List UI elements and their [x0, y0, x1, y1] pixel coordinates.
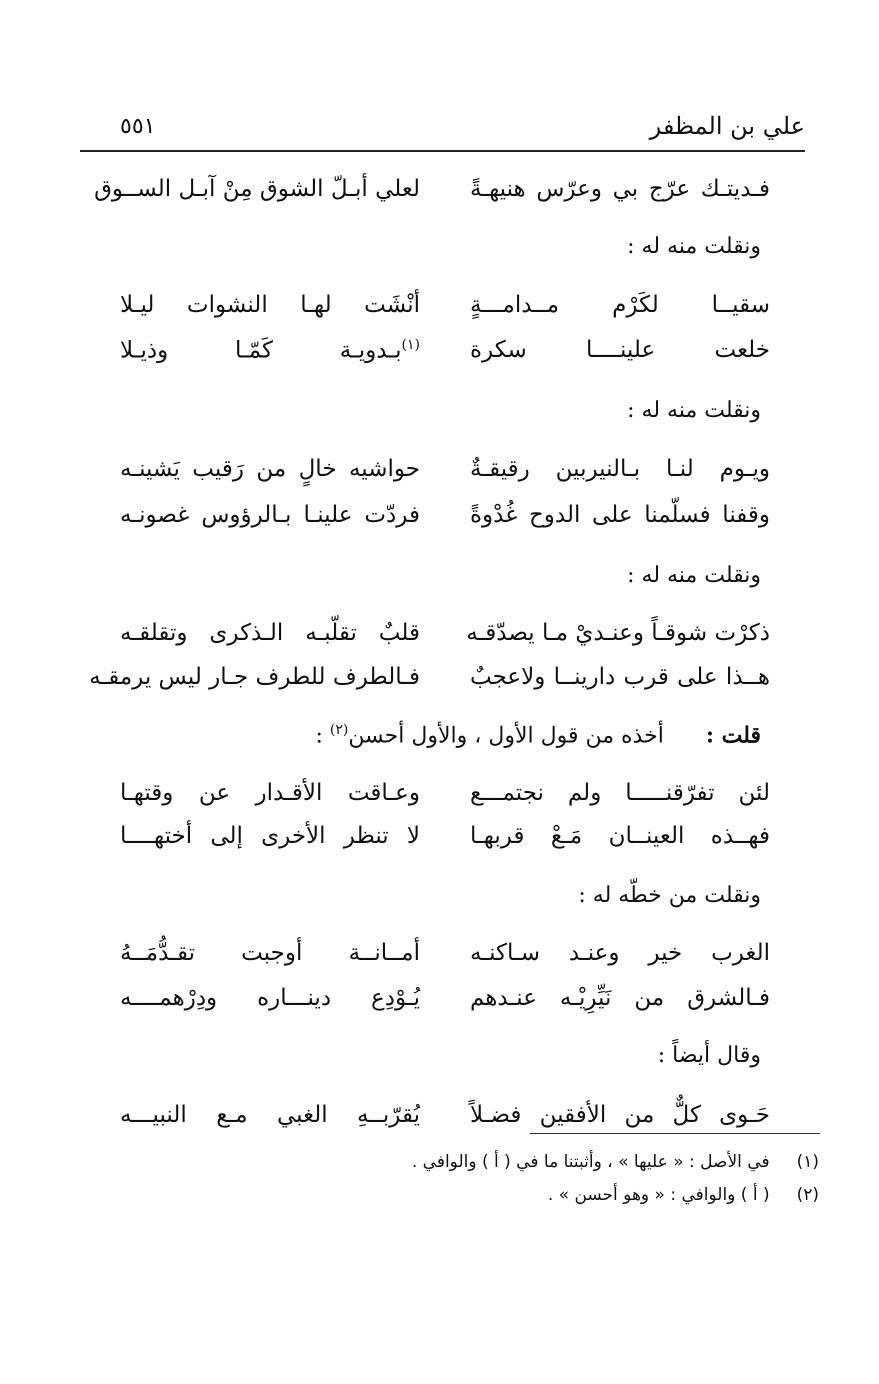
prose-line: ونقلت منه له :: [627, 234, 761, 259]
verse-line: [100, 337, 780, 377]
footnote-marker: (١): [401, 337, 420, 353]
verse-line: [100, 502, 780, 542]
verse-hemistich-first: فهــذه العينــان مَـعْ قربهـا: [470, 823, 770, 849]
qult-tail: :: [315, 723, 330, 749]
verse-hemistich-first: هــذا على قرب دارينــا ولاعجبٌ: [470, 664, 770, 690]
verse-hemistich-second: [120, 337, 420, 364]
verse-hemistich-first: سقيــا لكَرْم مــدامـــةٍ: [470, 292, 770, 318]
verse-hemistich-second: فردّت علينـا بـالرؤوس غصونـه: [120, 502, 420, 528]
verse-hemistich-first: لئن تفرّقنـــــا ولم نجتمـــع: [470, 780, 770, 806]
verse-line: [89, 664, 780, 704]
verse-line: [100, 456, 780, 496]
prose-line: وقال أيضاً :: [657, 1043, 761, 1068]
verse-line: [100, 985, 780, 1025]
footnote: [119, 1185, 819, 1205]
prose-line: ونقلت من خطّه له :: [578, 883, 761, 908]
verse-hemistich-second: حواشيه خالٍ من رَقيب يَشينـه: [120, 456, 420, 482]
verse-hemistich-second: أنْشَت لهـا النشوات ليـلا: [120, 292, 420, 318]
verse-hemistich-second: يُقرّبــهِ الغبي مـع النبيـــه: [120, 1102, 420, 1128]
page-number: ٥٥١: [120, 114, 156, 139]
verse-hemistich-first: حَـوى كلٌّ من الأفقين فضـلاً: [470, 1102, 770, 1128]
verse-text: بـدويـة كَمّـا وذيـلا: [120, 337, 402, 364]
verse-hemistich-second: قلبٌ تقلّبـه الـذكرى وتقلقـه: [120, 620, 420, 646]
verse-hemistich-first: فـديتـك عرّج بي وعرّس هنيهـةً: [470, 176, 770, 202]
verse-hemistich-first: وقفنا فسلّمنا على الدوح غُدْوةً: [470, 502, 770, 528]
page-header: [80, 112, 805, 148]
verse-hemistich-first: ذكرْت شوقـاً وعنـديْ مـا يصدّقـه: [466, 620, 770, 646]
verse-line: [100, 780, 780, 820]
verse-line: [100, 1102, 780, 1142]
footnote-text: ( أ ) والوافي : « وهو أحسن » .: [547, 1185, 770, 1205]
verse-hemistich-second: لعلي أبـلّ الشوق مِنْ آبـل الســوق: [94, 176, 420, 202]
verse-hemistich-first: ويـوم لنـا بـالنيربين رقيقـةٌ: [470, 456, 770, 482]
prose-line: ونقلت منه له :: [627, 563, 761, 588]
verse-hemistich-second: فـالطرف للطرف جـار ليس يرمقـه: [89, 664, 420, 690]
verse-hemistich-second: وعـاقت الأقـدار عن وقتهـا: [120, 780, 420, 806]
verse-hemistich-first: خلعت علينــــا سكرة: [470, 337, 770, 363]
verse-hemistich-first: الغرب خير وعنـد سـاكنـه: [470, 940, 770, 966]
verse-hemistich-second: لا تنظر الأخرى إلى أختهــــا: [120, 823, 420, 849]
qult-text: أخذه من قول الأول ، والأول أحسن: [348, 723, 664, 749]
qult-line: [315, 722, 761, 748]
prose-line: ونقلت منه له :: [627, 398, 761, 423]
footnote-number: (٢): [796, 1185, 819, 1205]
qult-label: قلت :: [705, 722, 761, 749]
verse-hemistich-second: أمــانــة أوجبت تقـدُّمَــهُ: [120, 940, 420, 966]
verse-hemistich-first: فـالشرق من نَيِّرِيْـه عنـدهم: [470, 985, 770, 1011]
footnote: [119, 1152, 819, 1172]
verse-line: [100, 620, 780, 660]
running-title: علي بن المظفر: [649, 112, 805, 140]
footnote-rule: [530, 1133, 820, 1134]
verse-hemistich-second: يُـوْدِع دينـــاره ودِرْهمــــه: [120, 985, 420, 1011]
verse-line: [100, 823, 780, 863]
footnote-number: (١): [796, 1152, 819, 1172]
footnote-text: في الأصل : « عليها » ، وأثبتنا ما في ( أ ) والوافي .: [411, 1152, 770, 1172]
footnote-marker: (٢): [329, 722, 349, 738]
verse-line: [100, 940, 780, 980]
header-rule: [80, 150, 805, 152]
verse-line: [94, 176, 780, 216]
verse-line: [100, 292, 780, 332]
